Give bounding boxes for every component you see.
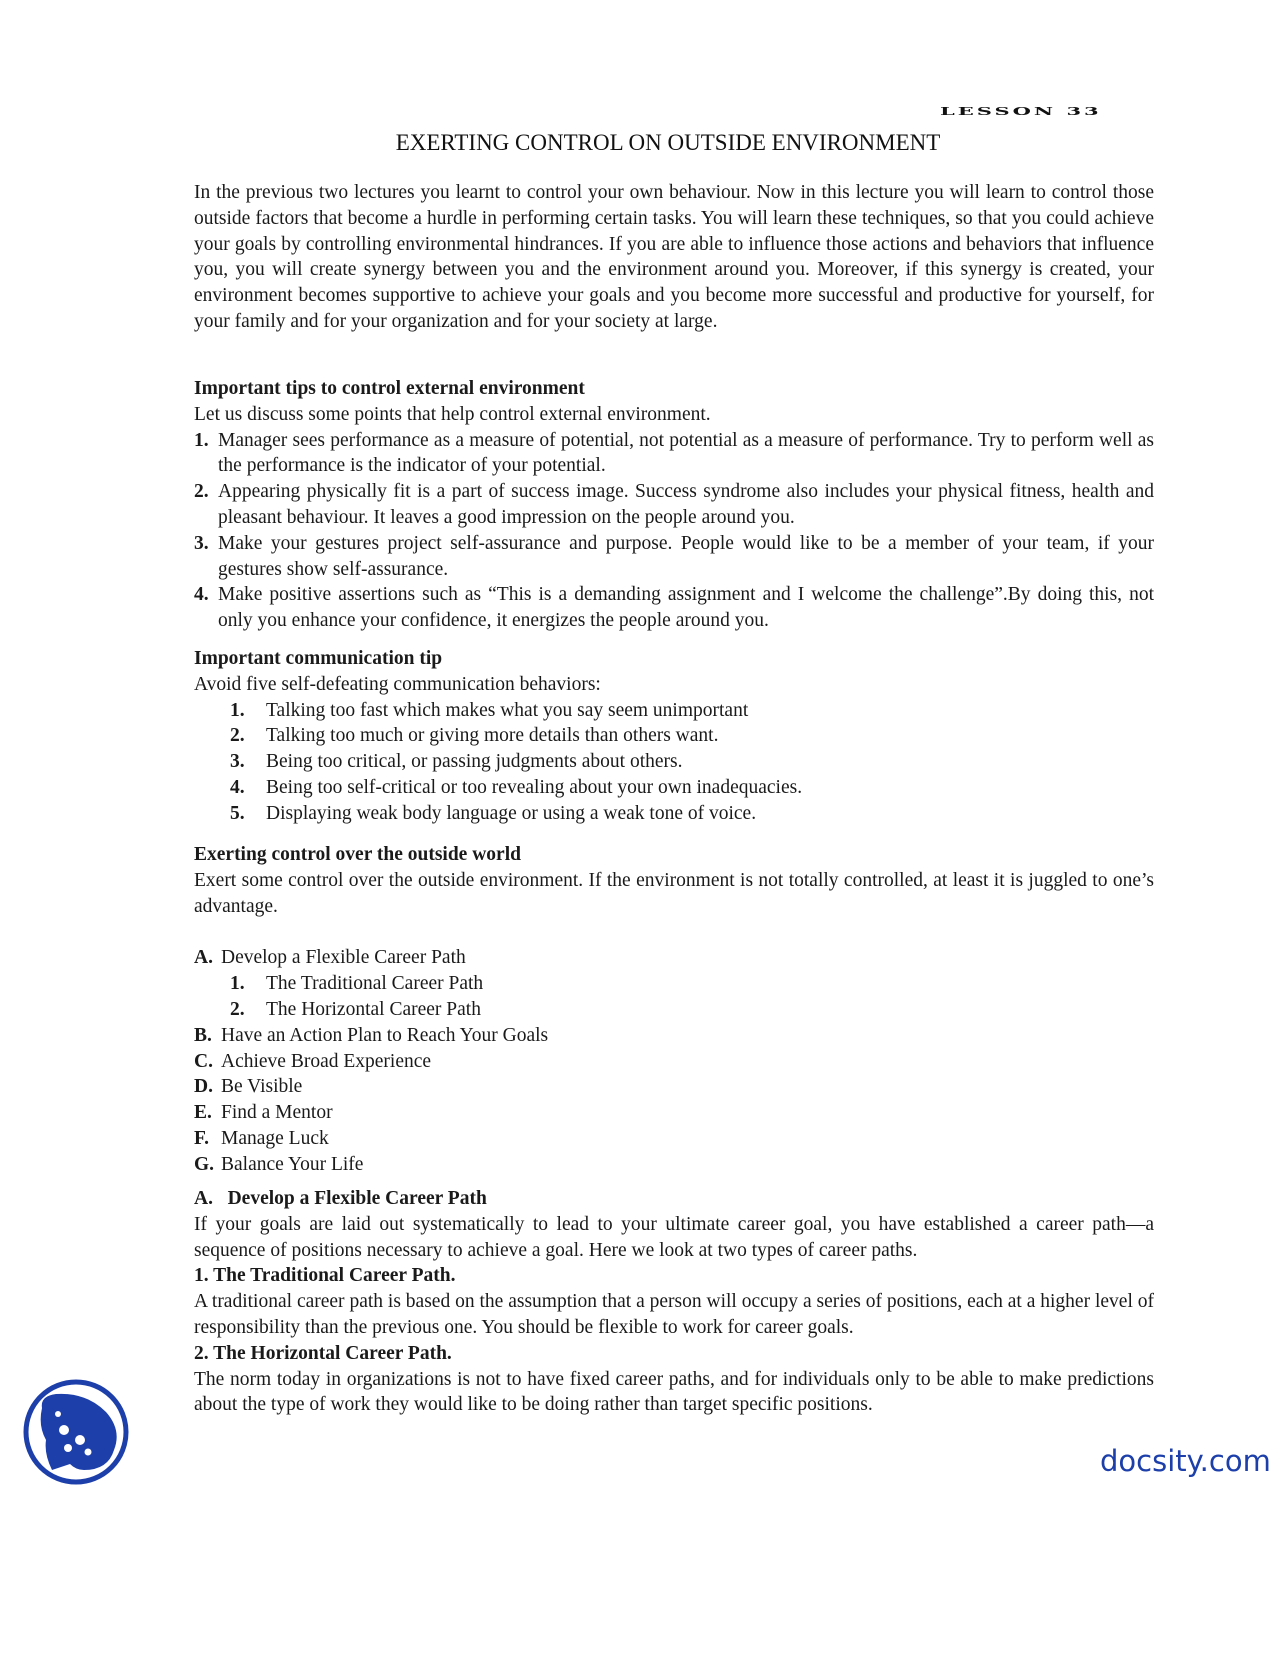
list-item-text: Being too critical, or passing judgments about others. (266, 751, 683, 773)
horizontal-heading: 2. The Horizontal Career Path. (194, 1342, 452, 1364)
list-item-number: 1. (194, 429, 209, 451)
career-sub-list (194, 971, 1154, 1023)
list-item-text: Make positive assertions such as “This is a demanding assignment and I welcome the challenge”.By doing this, not only you enhance your confidence, it energizes the people around you. (218, 584, 1154, 632)
list-item-text: Manager sees performance as a measure of potential, not potential as a measure of performance. Try to perform well as the performance is the indicator of your potential. (218, 429, 1154, 477)
lesson-number: LESSON 33 (940, 104, 1102, 118)
list-item-text: Appearing physically fit is a part of success image. Success syndrome also includes your physical fitness, health and pleasant behaviour. It leaves a good impression on the people around you. (218, 481, 1154, 528)
list-item-text: Develop a Flexible Career Path (221, 947, 466, 969)
list-item-text: Make your gestures project self-assurance and purpose. People would like to be a member of your team, if your gestures show self-assurance. (218, 532, 1154, 580)
list-item (194, 479, 1154, 531)
list-item (194, 1074, 1154, 1100)
list-item-letter: A. (194, 947, 213, 969)
list-item-text: Achieve Broad Experience (221, 1050, 432, 1072)
outside-list (194, 1023, 1154, 1178)
communication-lead: Avoid five self-defeating communication behaviors: (194, 673, 601, 695)
list-item-number: F. (194, 1127, 209, 1149)
list-item-text: Balance Your Life (221, 1153, 364, 1175)
list-item-number: B. (194, 1024, 212, 1046)
communication-section (194, 646, 1154, 827)
list-item-text: Find a Mentor (221, 1102, 333, 1124)
list-item-number: 3. (230, 751, 245, 773)
outside-lead: Exert some control over the outside environment. If the environment is not totally controlled, at least it is juggled to one’s advantage. (194, 869, 1154, 917)
list-item-text: The Horizontal Career Path (266, 998, 481, 1020)
traditional-heading: 1. The Traditional Career Path. (194, 1265, 456, 1287)
tips-lead: Let us discuss some points that help control external environment. (194, 403, 711, 425)
docsity-watermark: docsity.com (1100, 1444, 1271, 1478)
list-item (194, 945, 1154, 971)
list-item-number: 4. (230, 776, 245, 798)
list-item-number: 1. (230, 973, 245, 995)
traditional-paragraph: A traditional career path is based on the assumption that a person will occupy a series of positions, each at a higher level of responsibility than the previous one. You should be flexible to work for career goals. (194, 1291, 1154, 1338)
docsity-logo-icon (22, 1378, 130, 1486)
list-item-number: 1. (230, 699, 245, 721)
list-item-number: 2. (230, 998, 245, 1020)
list-item (194, 1126, 1154, 1152)
list-item (194, 1100, 1154, 1126)
list-item-number: D. (194, 1076, 213, 1098)
list-item (194, 971, 1154, 997)
communication-heading: Important communication tip (194, 648, 443, 669)
list-item (194, 698, 1154, 724)
list-item-text: The Traditional Career Path (266, 973, 484, 995)
list-item-text: Being too self-critical or too revealing about your own inadequacies. (266, 776, 803, 798)
horizontal-paragraph: The norm today in organizations is not to have fixed career paths, and for individuals only to be able to make predictions about the type of work they would like to be doing rather than target specific positions. (194, 1368, 1154, 1416)
intro-section (194, 180, 1154, 335)
outside-heading: Exerting control over the outside world (194, 844, 521, 865)
list-item-number: 3. (194, 532, 209, 554)
list-item (194, 428, 1154, 480)
list-item (194, 997, 1154, 1023)
list-item-number: C. (194, 1050, 213, 1072)
list-item-text: Displaying weak body language or using a weak tone of voice. (266, 802, 757, 824)
list-item (194, 749, 1154, 775)
list-item (194, 775, 1154, 801)
list-item (194, 1049, 1154, 1075)
career-section (194, 1186, 1154, 1418)
list-item-text: Manage Luck (221, 1127, 329, 1149)
list-item-number: 5. (230, 802, 245, 824)
list-item-number: 4. (194, 584, 209, 606)
career-paragraph: If your goals are laid out systematically to lead to your ultimate career goal, you have established a career path—a sequence of positions necessary to achieve a goal. Here we look at two types of career paths. (194, 1213, 1154, 1261)
tips-heading: Important tips to control external environment (194, 378, 585, 399)
career-heading: A. Develop a Flexible Career Path (194, 1188, 487, 1209)
communication-list (194, 698, 1154, 827)
list-item (194, 1023, 1154, 1049)
outside-section (194, 842, 1154, 1178)
list-item-number: G. (194, 1153, 215, 1175)
list-item-number: 2. (194, 481, 209, 503)
page-title: EXERTING CONTROL ON OUTSIDE ENVIRONMENT (395, 130, 941, 155)
intro-paragraph: In the previous two lectures you learnt to control your own behaviour. Now in this lecture you will learn to control those outside factors that become a hurdle in performing certain tasks. You will learn these techniques, so that you could achieve your goals by controlling environmental hindrances. If you are able to influence those actions and behaviors that influence you, you will create synergy between you and the environment around you. Moreover, if this synergy is created, your environment becomes supportive to achieve your goals and you become more successful and productive for yourself, for your family and for your organization and for your society at large. (194, 182, 1154, 332)
list-item-text: Talking too fast which makes what you say seem unimportant (266, 699, 749, 721)
tips-section (194, 376, 1154, 634)
list-item (194, 531, 1154, 583)
list-item-text: Be Visible (221, 1076, 303, 1098)
list-item-number: E. (194, 1102, 212, 1124)
list-item (194, 723, 1154, 749)
list-item (194, 1152, 1154, 1178)
list-item (194, 582, 1154, 634)
tips-list (194, 428, 1154, 634)
list-item-number: 2. (230, 725, 245, 747)
list-item-text: Have an Action Plan to Reach Your Goals (221, 1024, 549, 1046)
list-item-text: Talking too much or giving more details than others want. (266, 725, 719, 747)
list-item (194, 801, 1154, 827)
